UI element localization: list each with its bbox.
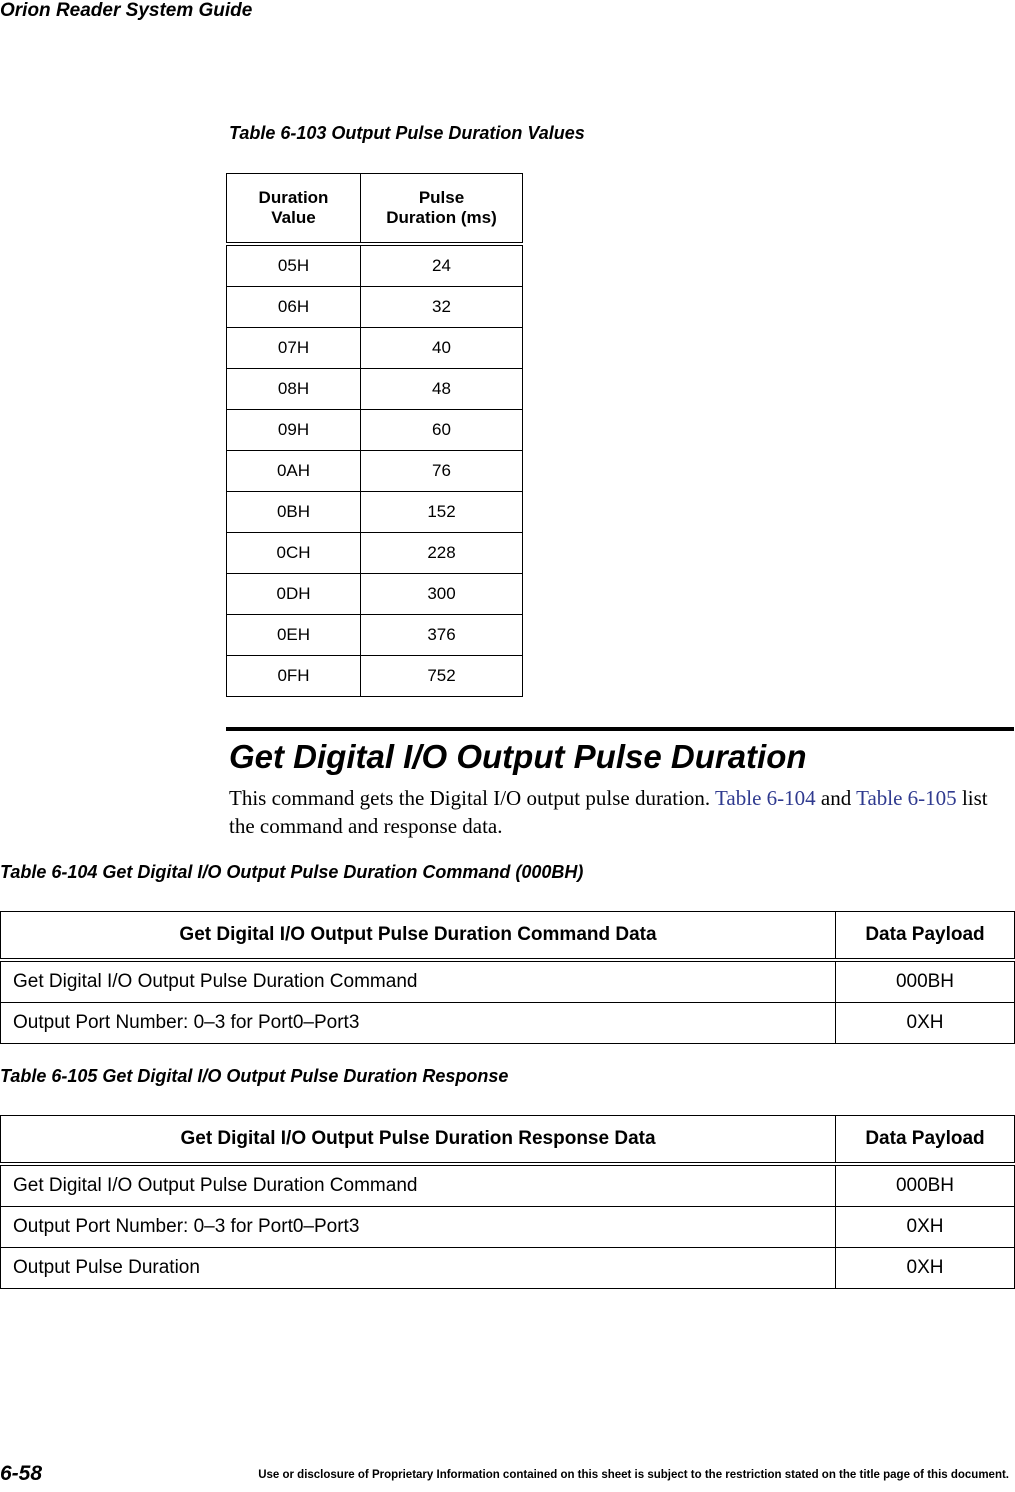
pulse-duration-cell: 40 (361, 328, 523, 369)
data-payload-cell: 000BH (836, 960, 1015, 1003)
command-data-cell: Get Digital I/O Output Pulse Duration Command (1, 960, 836, 1003)
table-row (227, 492, 523, 533)
duration-value-cell: 0BH (227, 492, 361, 533)
proprietary-notice: Use or disclosure of Proprietary Information contained on this sheet is subject to the restriction stated on the title page of this document. (258, 1469, 1009, 1481)
table-row (1, 960, 1015, 1003)
table-row (227, 656, 523, 697)
table-row (227, 533, 523, 574)
pulse-duration-cell: 228 (361, 533, 523, 574)
table-row (1, 1003, 1015, 1044)
table-row (1, 1164, 1015, 1207)
table-row (1, 1248, 1015, 1289)
duration-value-cell: 07H (227, 328, 361, 369)
duration-value-cell: 0DH (227, 574, 361, 615)
pulse-duration-cell: 300 (361, 574, 523, 615)
header-line: Duration (ms) (386, 208, 497, 227)
table-header-row (227, 174, 523, 245)
table-105 (0, 1115, 1015, 1289)
column-header-data-payload: Data Payload (836, 1116, 1015, 1165)
body-text-segment: This command gets the Digital I/O output pulse duration. (229, 786, 716, 810)
duration-value-cell: 0CH (227, 533, 361, 574)
table-row (227, 328, 523, 369)
column-header-response-data: Get Digital I/O Output Pulse Duration Response Data (1, 1116, 836, 1165)
duration-value-cell: 06H (227, 287, 361, 328)
table-header-row (1, 1116, 1015, 1165)
table-105-caption: Table 6-105 Get Digital I/O Output Pulse Duration Response (0, 1066, 509, 1086)
table-104-caption: Table 6-104 Get Digital I/O Output Pulse Duration Command (000BH) (0, 862, 584, 882)
header-line: Duration (258, 188, 329, 207)
table-6-105-link[interactable]: Table 6-105 (856, 786, 957, 810)
duration-value-cell: 08H (227, 369, 361, 410)
table-row (227, 574, 523, 615)
duration-value-cell: 09H (227, 410, 361, 451)
table-103 (226, 173, 523, 697)
table-row (227, 615, 523, 656)
table-row (1, 1207, 1015, 1248)
duration-value-cell: 0FH (227, 656, 361, 697)
pulse-duration-cell: 152 (361, 492, 523, 533)
table-row (227, 244, 523, 287)
pulse-duration-cell: 24 (361, 244, 523, 287)
header-line: Pulse (418, 188, 465, 207)
table-header-row (1, 912, 1015, 961)
header-line: Value (271, 208, 316, 227)
response-data-cell: Output Port Number: 0–3 for Port0–Port3 (1, 1207, 836, 1248)
duration-value-cell: 05H (227, 244, 361, 287)
pulse-duration-cell: 76 (361, 451, 523, 492)
section-heading: Get Digital I/O Output Pulse Duration (229, 738, 807, 775)
pulse-duration-cell: 752 (361, 656, 523, 697)
table-103-caption: Table 6-103 Output Pulse Duration Values (229, 123, 585, 143)
duration-value-cell: 0AH (227, 451, 361, 492)
pulse-duration-cell: 48 (361, 369, 523, 410)
table-row (227, 410, 523, 451)
column-header-duration-value (227, 174, 361, 245)
duration-value-cell: 0EH (227, 615, 361, 656)
table-row (227, 287, 523, 328)
section-body (229, 784, 999, 840)
table-row (227, 369, 523, 410)
table-row (227, 451, 523, 492)
pulse-duration-cell: 376 (361, 615, 523, 656)
column-header-command-data: Get Digital I/O Output Pulse Duration Command Data (1, 912, 836, 961)
page-number: 6-58 (0, 1462, 43, 1485)
data-payload-cell: 0XH (836, 1003, 1015, 1044)
running-header: Orion Reader System Guide (0, 0, 253, 21)
pulse-duration-cell: 32 (361, 287, 523, 328)
table-6-104-link[interactable]: Table 6-104 (715, 786, 816, 810)
body-text-segment: list the command and response data. (229, 786, 988, 838)
body-text-segment: and (815, 786, 857, 810)
command-data-cell: Output Port Number: 0–3 for Port0–Port3 (1, 1003, 836, 1044)
column-header-data-payload: Data Payload (836, 912, 1015, 961)
response-data-cell: Get Digital I/O Output Pulse Duration Command (1, 1164, 836, 1207)
table-104 (0, 911, 1015, 1044)
response-data-cell: Output Pulse Duration (1, 1248, 836, 1289)
data-payload-cell: 0XH (836, 1248, 1015, 1289)
section-rule (226, 727, 1014, 731)
data-payload-cell: 0XH (836, 1207, 1015, 1248)
column-header-pulse-duration (361, 174, 523, 245)
data-payload-cell: 000BH (836, 1164, 1015, 1207)
pulse-duration-cell: 60 (361, 410, 523, 451)
